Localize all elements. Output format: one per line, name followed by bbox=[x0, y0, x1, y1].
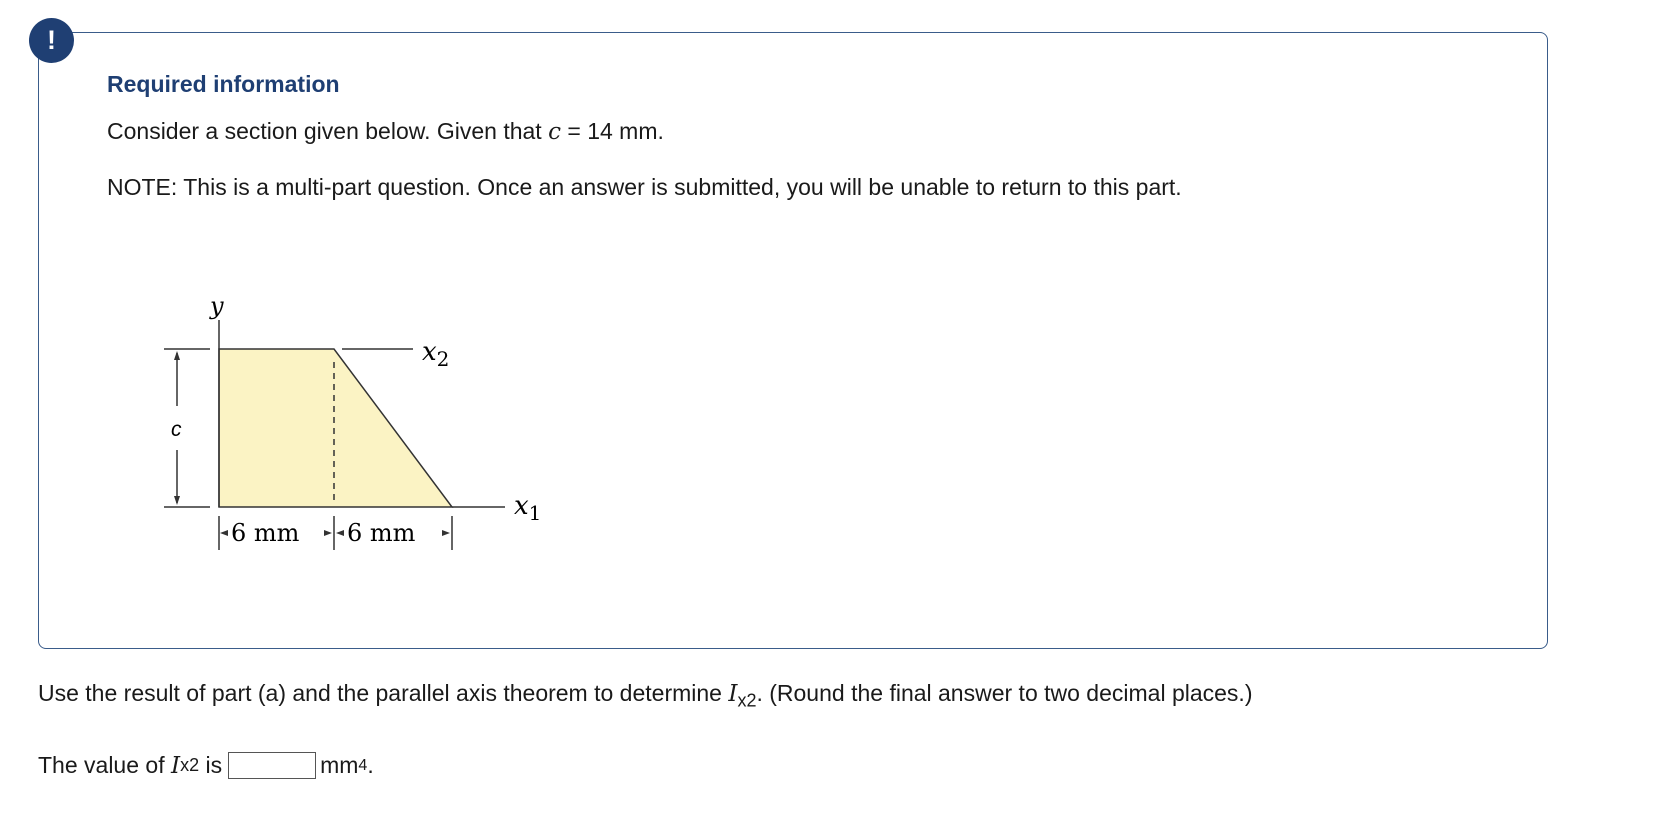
trapezoid-section-diagram bbox=[150, 290, 542, 560]
question-text bbox=[38, 680, 1253, 712]
y-axis-label: y bbox=[210, 292, 224, 320]
answer-input[interactable] bbox=[228, 752, 316, 779]
x1-label-subscript: 1 bbox=[528, 501, 542, 525]
given-suffix: = 14 mm. bbox=[560, 118, 664, 144]
x2-axis-label bbox=[422, 337, 449, 371]
answer-is-text: is bbox=[199, 752, 223, 778]
dim-left-arrow-a bbox=[220, 530, 228, 536]
dim-right-label: 6 mm bbox=[347, 519, 416, 547]
section-figure bbox=[150, 290, 542, 565]
dim-right-arrow-b bbox=[442, 530, 450, 536]
dim-left-label: 6 mm bbox=[231, 519, 300, 547]
c-dimension-label: c bbox=[171, 418, 182, 441]
dim-right-arrow-a bbox=[336, 530, 344, 536]
answer-prefix: The value of bbox=[38, 752, 171, 778]
dim-left-arrow-b bbox=[324, 530, 332, 536]
question-prefix: Use the result of part (a) and the parallel axis theorem to determine bbox=[38, 680, 729, 706]
answer-var: I bbox=[170, 752, 181, 779]
x1-label-text: x bbox=[514, 491, 529, 521]
exclamation-icon: ! bbox=[29, 18, 74, 63]
question-var-sub: x2 bbox=[737, 690, 757, 711]
given-prefix: Consider a section given below. Given that bbox=[107, 118, 549, 144]
answer-unit: mm bbox=[320, 752, 359, 778]
c-dim-down-arrow bbox=[174, 496, 180, 505]
x2-label-subscript: 2 bbox=[436, 347, 450, 371]
given-statement bbox=[107, 118, 664, 145]
answer-end: . bbox=[367, 752, 374, 778]
box-title: Required information bbox=[107, 71, 340, 97]
given-var: c bbox=[548, 119, 561, 145]
x2-label-text: x bbox=[422, 337, 437, 367]
question-suffix: . (Round the final answer to two decimal places.) bbox=[756, 680, 1253, 706]
answer-unit-exponent: 4 bbox=[358, 756, 368, 774]
trapezoid-shape bbox=[219, 349, 452, 507]
note-text: NOTE: This is a multi-part question. Once an answer is submitted, you will be unable to return to this part. bbox=[107, 174, 1182, 200]
answer-var-sub: x2 bbox=[180, 755, 200, 775]
answer-line bbox=[38, 752, 374, 779]
question-var: I bbox=[728, 681, 738, 707]
c-dim-up-arrow bbox=[174, 351, 180, 360]
